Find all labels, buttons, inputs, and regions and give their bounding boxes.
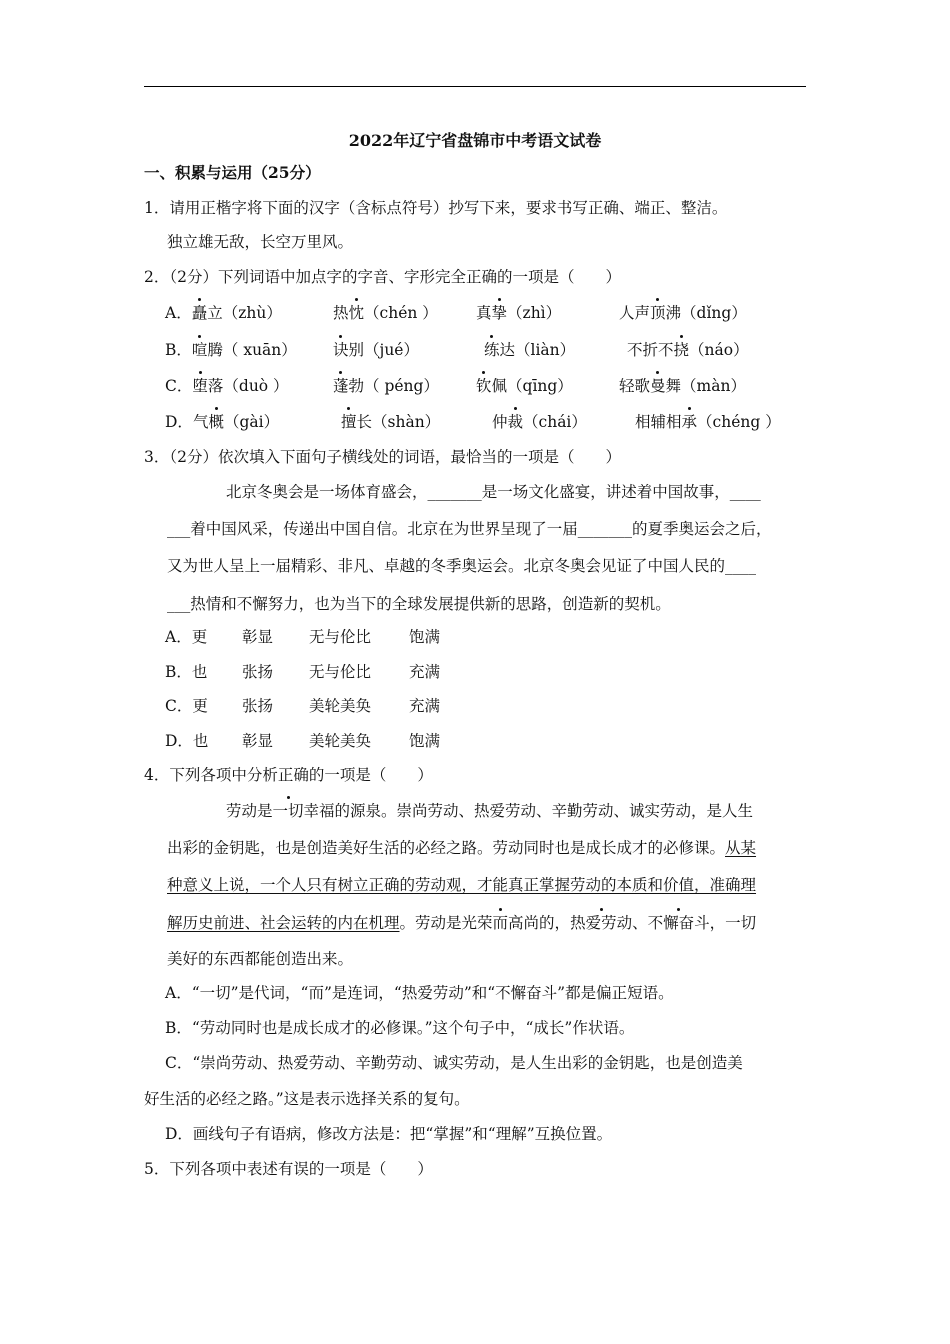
option-label: D．也 (165, 732, 209, 750)
passage-text: 、 (632, 914, 648, 932)
option-text: 达（liàn） (499, 341, 576, 359)
option-text: （chái） (523, 413, 587, 431)
section-heading: 一、积累与运用（25分） (144, 163, 321, 182)
q3-option-d-c3: 美轮美奂 (309, 732, 372, 750)
question-3-passage-line: 北京冬奥会是一场体育盛会，_______是一场文化盛宴，讲述着中国故事，____ (226, 483, 761, 501)
dotted-char: 矗 (191, 304, 208, 322)
header-rule (144, 86, 806, 87)
question-1-text: 独立雄无敌，长空万里风。 (167, 233, 354, 251)
q3-option-a-c2: 彰显 (242, 628, 274, 646)
passage-text: ，一切 (709, 914, 757, 932)
q2-option-c-word3 (476, 375, 573, 397)
q2-option-c (165, 375, 289, 397)
q3-option-d-c4: 饱满 (409, 732, 441, 750)
q3-option-a-c4: 饱满 (409, 628, 441, 646)
q3-option-b-c3: 无与伦比 (309, 663, 372, 681)
underlined-text: 解历史前进、社会运转的内在机理 (167, 914, 400, 932)
q2-option-a-word4 (619, 302, 747, 324)
dotted-char: 忱 (348, 304, 365, 322)
q3-option-b (165, 661, 207, 683)
passage-text: 幸福的源泉。崇尚劳动、热爱劳动、辛勤劳动、诚实劳动，是人生 (303, 802, 754, 820)
option-text: 不折不 (627, 341, 674, 359)
q3-option-c-c2: 张扬 (242, 697, 274, 715)
dotted-char: 裁 (507, 413, 524, 431)
passage-text: 劳动是 (226, 802, 273, 820)
dotted-char: 而 (492, 914, 509, 932)
dotted-char: 喧 (191, 341, 208, 359)
dotted-char: 挠 (673, 341, 690, 359)
option-text: （náo） (689, 341, 749, 359)
q2-option-b (165, 339, 297, 361)
option-text: 气 (192, 413, 209, 431)
option-label: B． (165, 341, 192, 359)
dotted-char: 钦 (476, 377, 492, 395)
q3-option-c-c3: 美轮美奂 (309, 697, 372, 715)
q2-option-d-word4 (635, 411, 781, 433)
dotted-char: 擅 (341, 413, 357, 431)
question-3-passage-line: 又为世人呈上一届精彩、非凡、卓越的冬季奥运会。北京冬奥会见证了中国人民的____ (167, 557, 757, 575)
q4-option-d: D．画线句子有语病，修改方法是：把“掌握”和“理解”互换位置。 (165, 1125, 613, 1143)
q3-option-a-c3: 无与伦比 (309, 628, 372, 646)
dotted-char: 练 (484, 341, 500, 359)
q3-option-c (165, 695, 208, 717)
option-text: 舞（màn） (665, 377, 746, 395)
option-text: 轻歌 (619, 377, 651, 395)
option-label: C．更 (165, 697, 208, 715)
q2-option-b-word3 (484, 339, 575, 361)
option-text: （chén ） (364, 304, 438, 322)
dotted-word: 不懈奋斗 (647, 914, 710, 932)
option-text: 勃（ péng） (348, 377, 439, 395)
option-label: A．更 (165, 628, 208, 646)
question-3-passage-line: ___着中国风采，传递出中国自信。北京在为世界呈现了一届_______的夏季奥运会之后， (167, 520, 772, 538)
page-title: 2022年辽宁省盘锦市中考语文试卷 (348, 131, 602, 150)
question-3-stem: 3．（2分）依次填入下面句子横线处的词语，最恰当的一项是（ ） (144, 448, 621, 466)
q2-option-b-word2 (333, 339, 419, 361)
passage-text: 出彩的金钥匙，也是创造美好生活的必经之路。劳动同时也是成长成才的必修课。 (167, 839, 726, 857)
dotted-char: 曼 (650, 377, 666, 395)
underlined-text: 种意义上说，一个人只有树立正确的劳动观，才能真正掌握劳动的本质和价值，准确理 (167, 876, 757, 894)
option-text: 腾（ xuān） (207, 341, 297, 359)
q3-option-d (165, 730, 208, 752)
dotted-char: 概 (208, 413, 224, 431)
dotted-char: 挚 (491, 304, 508, 322)
q4-option-c-cont: 好生活的必经之路。”这是表示选择关系的复句。 (144, 1090, 470, 1108)
q2-option-a (165, 302, 282, 324)
dotted-char: 承 (681, 413, 698, 431)
question-5-stem: 5．下列各项中表述有误的一项是（ ） (144, 1160, 433, 1178)
option-text: 热 (333, 304, 349, 322)
option-label: D． (165, 413, 193, 431)
dotted-char: 诀 (333, 341, 349, 359)
option-text: （zhì） (507, 304, 562, 322)
dotted-word: 热爱劳动 (570, 914, 633, 932)
option-text: 真 (476, 304, 492, 322)
option-text: 仲 (492, 413, 508, 431)
q2-option-a-word3 (476, 302, 561, 324)
question-4-passage-line (167, 912, 756, 934)
q3-option-d-c2: 彰显 (242, 732, 274, 750)
passage-text: 高尚的， (508, 914, 571, 932)
question-4-passage-line (167, 837, 756, 859)
q2-option-a-word2 (333, 302, 438, 324)
option-text: 立（zhù） (207, 304, 282, 322)
question-4-stem: 4．下列各项中分析正确的一项是（ ） (144, 766, 433, 784)
q2-option-d (165, 411, 279, 433)
question-4-passage-line (167, 874, 756, 896)
option-label: B．也 (165, 663, 208, 681)
option-text: 落（duò ） (207, 377, 289, 395)
question-1-stem: 1．请用正楷字将下面的汉字（含标点符号）抄写下来，要求书写正确、端正、整洁。 (144, 199, 728, 217)
dotted-char: 顶 (650, 304, 666, 322)
question-3-passage-line: ___热情和不懈努力，也为当下的全球发展提供新的思路，创造新的契机。 (167, 595, 671, 613)
q2-option-b-word4 (627, 339, 749, 361)
dotted-char: 堕 (192, 377, 208, 395)
dotted-word: 一切 (272, 802, 304, 820)
q2-option-c-word2 (333, 375, 439, 397)
question-2-stem: 2．（2分）下列词语中加点字的字音、字形完全正确的一项是（ ） (144, 268, 621, 286)
option-text: （gài） (223, 413, 280, 431)
option-text: 人声 (619, 304, 651, 322)
q4-option-b: B．“劳动同时也是成长成才的必修课。”这个句子中，“成长”作状语。 (165, 1019, 635, 1037)
q4-option-a: A．“一切”是代词，“而”是连词，“热爱劳动”和“不懈奋斗”都是偏正短语。 (165, 984, 674, 1002)
option-text: 佩（qīng） (491, 377, 573, 395)
q3-option-c-c4: 充满 (409, 697, 441, 715)
option-text: 长（shàn） (356, 413, 441, 431)
q2-option-c-word4 (619, 375, 746, 397)
q3-option-a (165, 626, 207, 648)
question-4-passage-line: 美好的东西都能创造出来。 (167, 950, 354, 968)
q3-option-b-c4: 充满 (409, 663, 441, 681)
option-text: （chéng ） (697, 413, 781, 431)
option-text: 别（jué） (348, 341, 419, 359)
option-label: A． (165, 304, 192, 322)
q4-option-c: C．“崇尚劳动、热爱劳动、辛勤劳动、诚实劳动，是人生出彩的金钥匙，也是创造美 (165, 1054, 743, 1072)
q2-option-d-word3 (492, 411, 587, 433)
dotted-char: 蓬 (333, 377, 349, 395)
underlined-text: 从某 (725, 839, 757, 857)
passage-text: 。劳动是光荣 (399, 914, 493, 932)
q3-option-b-c2: 张扬 (242, 663, 274, 681)
q2-option-d-word2 (341, 411, 440, 433)
option-text: 沸（dǐng） (665, 304, 747, 322)
question-4-passage-line (226, 800, 753, 822)
option-label: C． (165, 377, 193, 395)
option-text: 相辅相 (635, 413, 682, 431)
